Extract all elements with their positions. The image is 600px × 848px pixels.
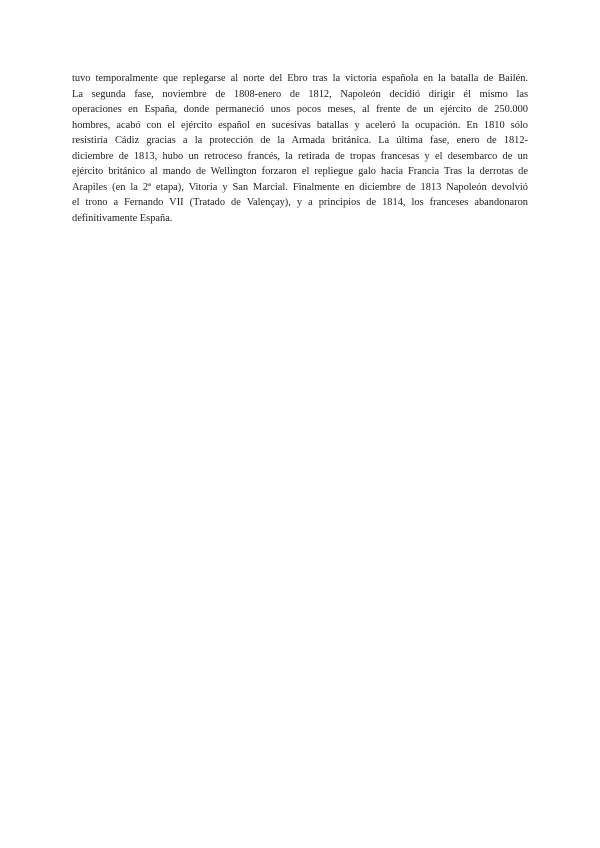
text-line: tuvo temporalmente que replegarse al norte del Ebro tras la victoria española en la batalla de Bailén. <box>72 73 528 84</box>
text-line: resistiría Cádiz gracias a la protección de la Armada británica. La última fase, enero de 1812- <box>72 135 528 146</box>
body-paragraph <box>72 71 528 226</box>
text-line: el trono a Fernando VII (Tratado de Valençay), y a principios de 1814, los franceses abandonaron <box>72 197 528 208</box>
text-line: definitivamente España. <box>72 212 173 224</box>
text-line: ejército británico al mando de Wellington forzaron el repliegue galo hacia Francia Tras la derrotas de <box>72 166 528 177</box>
text-line: diciembre de 1813, hubo un retroceso francés, la retirada de tropas francesas y el desembarco de un <box>72 150 528 162</box>
text-line: hombres, acabó con el ejército español en sucesivas batallas y aceleró la ocupación. En 1810 sólo <box>72 119 528 131</box>
text-line: operaciones en España, donde permaneció unos pocos meses, al frente de un ejército de 250.000 <box>72 104 528 115</box>
text-line: Arapiles (en la 2ª etapa), Vitoria y San Marcial. Finalmente en diciembre de 1813 Napoleón devolvió <box>72 181 528 193</box>
text-line: La segunda fase, noviembre de 1808-enero de 1812, Napoleón decidió dirigir él mismo las <box>72 88 528 100</box>
